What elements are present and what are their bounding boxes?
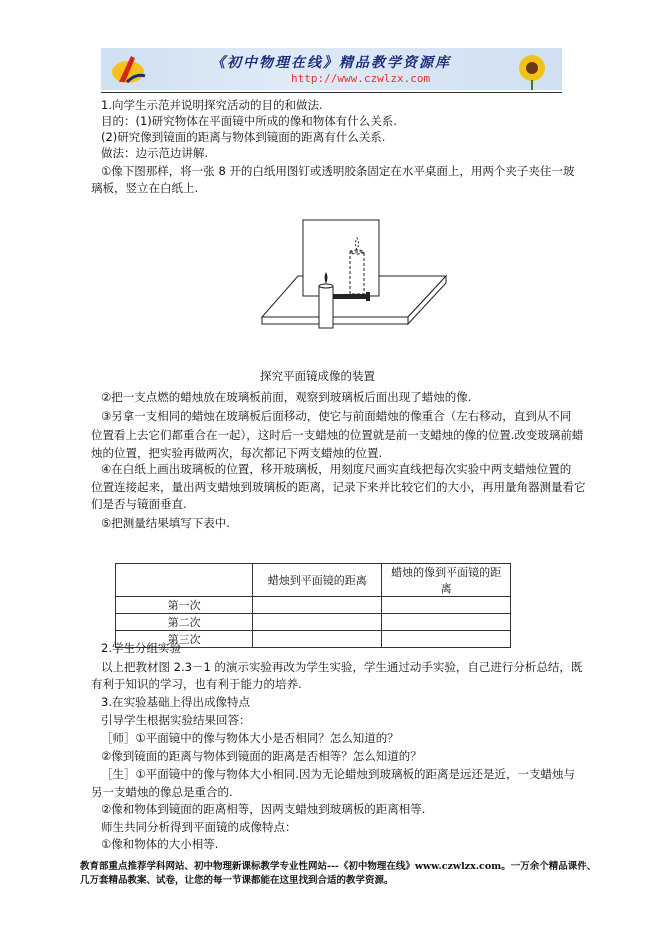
header-rule — [101, 92, 562, 93]
table-row — [116, 614, 511, 631]
teacher-question: ［师］①平面镜中的像与物体大小是否相同？怎么知道的？ — [101, 731, 399, 745]
banner-url[interactable]: http://www.czwlzx.com — [291, 72, 431, 85]
step-line: ④在白纸上画出玻璃板的位置，移开玻璃板，用刻度尺画实直线把每次实验中两支蜡烛位置的 — [101, 462, 572, 476]
table-cell — [382, 614, 511, 631]
section-heading: 3.在实验基础上得出成像特点 — [101, 695, 250, 709]
table-cell — [382, 631, 511, 648]
table-cell — [382, 597, 511, 614]
step-line: ③另拿一支相同的蜡烛在玻璃板后面移动，使它与前面蜡烛的像重合（左右移动，直到从不同 — [101, 409, 572, 423]
footer-line: 几万套精品教案、试卷，让您的每一节课都能在这里找到合适的教学资源。 — [80, 875, 394, 886]
banner-title: 《初中物理在线》精品教学资源库 — [211, 55, 451, 71]
table-cell — [253, 614, 382, 631]
footer-line: 教育部重点推荐学科网站、初中物理新课标教学专业性网站---《初中物理在线》www.czwlzx.com。一万余个精品课件、 — [80, 861, 597, 872]
step-line: ②把一支点燃的蜡烛放在玻璃板前面，观察到玻璃板后面出现了蜡烛的像. — [101, 390, 472, 404]
step-line: ⑤把测量结果填写下表中. — [101, 516, 230, 530]
body-line-cont: 有利于知识的学习，也有利于能力的培养. — [91, 677, 302, 691]
table-header-row — [116, 564, 511, 597]
student-answer: ②像和物体到镜面的距离相等，因两支蜡烛到玻璃板的距离相等. — [101, 802, 426, 816]
body-line: 引导学生根据实验结果回答： — [101, 713, 251, 727]
table-row — [116, 597, 511, 614]
method-line: 做法：边示范边讲解. — [101, 146, 209, 160]
step-line-cont: 位置连接起来，量出两支蜡烛到玻璃板的距离，记录下来并比较它们的大小，再用量角器测量看它 — [91, 480, 586, 494]
step-line: ①像下图那样，将一张 8 开的白纸用图钉或透明胶条固定在水平桌面上，用两个夹子夹住一玻 — [101, 164, 575, 178]
step-line-cont: 璃板，竖立在白纸上. — [91, 181, 199, 195]
row-label: 第一次 — [116, 597, 253, 614]
table-header-cell: 蜡烛的像到平面镜的距离 — [382, 564, 511, 597]
step-line-cont: 们是否与镜面垂直. — [91, 497, 187, 511]
row-label: 第三次 — [116, 631, 253, 648]
body-line: 师生共同分析得到平面镜的成像特点： — [101, 820, 297, 834]
step-1-heading: 1.向学生示范并说明探究活动的目的和做法. — [101, 98, 323, 112]
site-logo-icon — [109, 52, 147, 86]
student-answer: ［生］①平面镜中的像与物体大小相同.因为无论蜡烛到玻璃板的距离是远还是近，一支蜡烛与 — [101, 767, 575, 781]
section-heading: 2.学生分组实验 — [101, 641, 181, 655]
results-table — [115, 563, 511, 648]
table-cell — [253, 597, 382, 614]
table-header-cell: 蜡烛到平面镜的距离 — [253, 564, 382, 597]
step-line-cont: 烛的位置，把实验再做两次，每次都记下两支蜡烛的位置. — [91, 446, 383, 460]
mirror-apparatus-figure — [250, 212, 450, 362]
footer-note — [80, 860, 596, 888]
figure-caption: 探究平面镜成像的装置 — [260, 369, 375, 383]
teacher-question: ②像到镜面的距离与物体到镜面的距离是否相等？怎么知道的？ — [101, 749, 422, 763]
sunflower-icon — [512, 50, 552, 90]
step-line-cont: 位置看上去它们都重合在一起），这时后一支蜡烛的位置就是前一支蜡烛的像的位置.改变玻璃前蜡 — [91, 428, 584, 442]
header-banner — [101, 48, 562, 90]
table-cell — [253, 631, 382, 648]
purpose-line-2: (2)研究像到镜面的距离与物体到镜面的距离有什么关系. — [101, 130, 386, 144]
row-label: 第二次 — [116, 614, 253, 631]
purpose-line: 目的：(1)研究物体在平面镜中所成的像和物体有什么关系. — [101, 114, 397, 128]
student-answer-cont: 另一支蜡烛的像总是重合的. — [91, 785, 233, 799]
table-header-cell — [116, 564, 253, 597]
body-line: 以上把教材图 2.3－1 的演示实验再改为学生实验，学生通过动手实验，自己进行分析总结，既 — [101, 660, 583, 674]
body-line: ①像和物体的大小相等. — [101, 837, 219, 851]
